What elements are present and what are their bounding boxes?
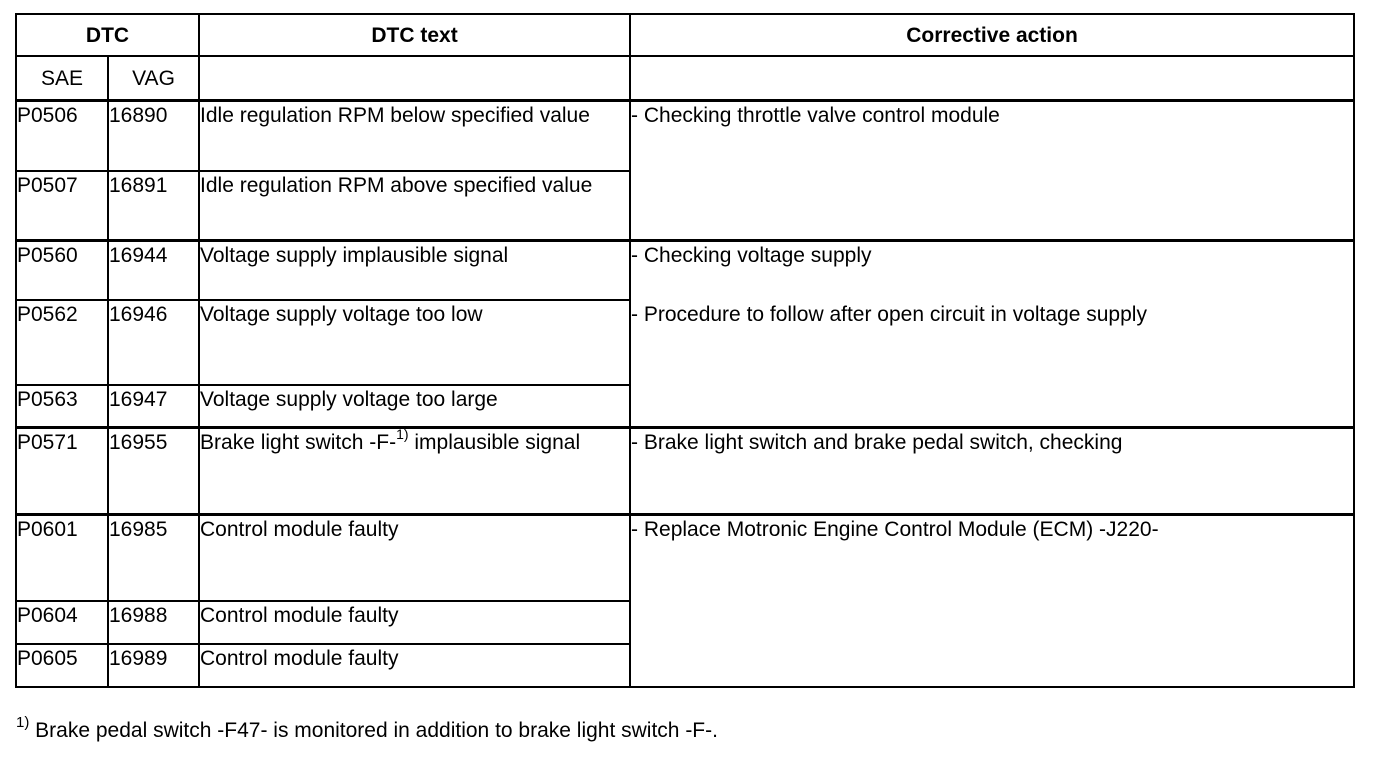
sae-code: P0563 — [16, 385, 108, 428]
vag-code: 16890 — [108, 101, 199, 171]
dtc-description: Control module faulty — [199, 644, 630, 687]
header-row — [16, 14, 1354, 56]
dtc-description-part: implausible signal — [408, 431, 581, 454]
subheader-vag: VAG — [108, 56, 199, 101]
vag-code: 16891 — [108, 171, 199, 241]
dtc-description: Idle regulation RPM above specified value — [199, 171, 630, 241]
sae-code: P0601 — [16, 515, 108, 601]
header-dtc-text: DTC text — [199, 14, 630, 56]
subheader-sae: SAE — [16, 56, 108, 101]
sae-code: P0506 — [16, 101, 108, 171]
corrective-action-cell — [630, 515, 1354, 687]
subheader-row — [16, 56, 1354, 101]
corrective-action-item: - Procedure to follow after open circuit in voltage supply — [631, 303, 1147, 326]
corrective-action-cell — [630, 101, 1354, 241]
vag-code: 16955 — [108, 428, 199, 515]
subheader-empty-action — [630, 56, 1354, 101]
table-row — [16, 101, 1354, 171]
dtc-description: Idle regulation RPM below specified value — [199, 101, 630, 171]
corrective-action-item: - Checking voltage supply — [631, 244, 872, 267]
dtc-description — [199, 428, 630, 515]
dtc-description: Voltage supply voltage too low — [199, 300, 630, 385]
vag-code: 16989 — [108, 644, 199, 687]
header-corrective-action: Corrective action — [630, 14, 1354, 56]
dtc-description: Voltage supply implausible signal — [199, 241, 630, 300]
corrective-action-item: - Replace Motronic Engine Control Module (ECM) -J220- — [631, 518, 1159, 541]
corrective-action-item: - Checking throttle valve control module — [631, 104, 1000, 127]
sae-code: P0571 — [16, 428, 108, 515]
vag-code: 16947 — [108, 385, 199, 428]
header-dtc: DTC — [16, 14, 199, 56]
dtc-description-part: Brake light switch -F- — [200, 431, 397, 454]
corrective-action-cell — [630, 241, 1354, 428]
table-row — [16, 515, 1354, 601]
corrective-action-cell — [630, 428, 1354, 515]
footnote-marker: 1) — [16, 714, 30, 731]
subheader-empty-text — [199, 56, 630, 101]
vag-code: 16988 — [108, 601, 199, 644]
dtc-description: Control module faulty — [199, 601, 630, 644]
sae-code: P0560 — [16, 241, 108, 300]
table-row — [16, 428, 1354, 515]
corrective-action-item: - Brake light switch and brake pedal switch, checking — [631, 431, 1123, 454]
footnote-text: Brake pedal switch -F47- is monitored in addition to brake light switch -F-. — [29, 719, 718, 742]
dtc-description: Voltage supply voltage too large — [199, 385, 630, 428]
table-row — [16, 241, 1354, 300]
sae-code: P0604 — [16, 601, 108, 644]
footnote-reference: 1) — [396, 426, 409, 442]
vag-code: 16946 — [108, 300, 199, 385]
sae-code: P0562 — [16, 300, 108, 385]
sae-code: P0507 — [16, 171, 108, 241]
dtc-table — [15, 13, 1355, 688]
footnote — [16, 716, 718, 746]
sae-code: P0605 — [16, 644, 108, 687]
vag-code: 16944 — [108, 241, 199, 300]
dtc-description: Control module faulty — [199, 515, 630, 601]
vag-code: 16985 — [108, 515, 199, 601]
